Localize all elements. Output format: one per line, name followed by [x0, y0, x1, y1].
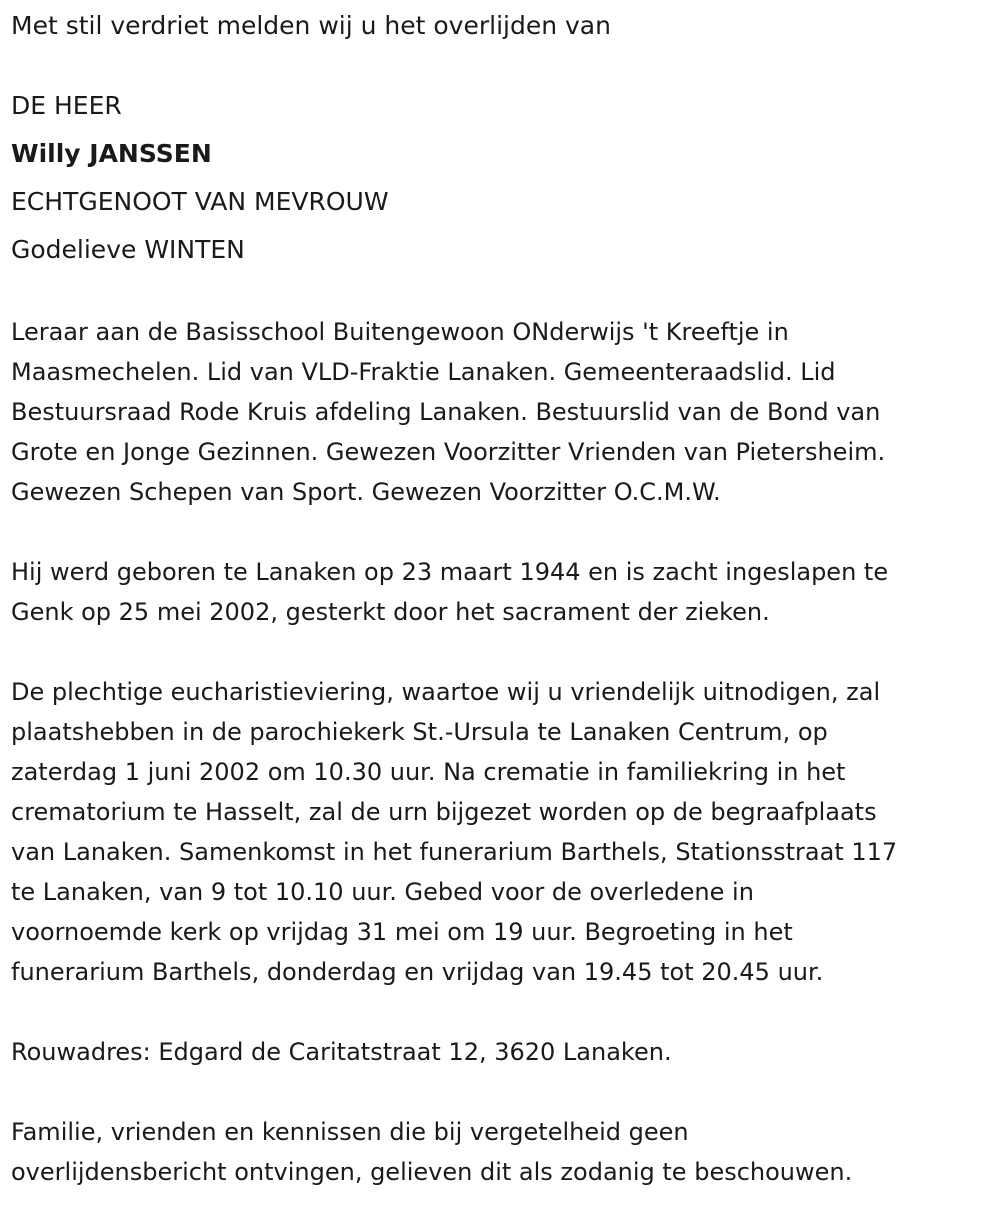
closing-line: Familie, vrienden en kennissen die bij vergetelheid geen — [11, 1118, 689, 1146]
career-line: Bestuursraad Rode Kruis afdeling Lanaken. Bestuurslid van de Bond van — [11, 398, 881, 426]
birth-death-line: Genk op 25 mei 2002, gesterkt door het sacrament der zieken. — [11, 598, 770, 626]
birth-death-line: Hij werd geboren te Lanaken op 23 maart 1944 en is zacht ingeslapen te — [11, 558, 889, 586]
closing-paragraph — [11, 1112, 989, 1192]
ceremony-line: van Lanaken. Samenkomst in het funerarium Barthels, Stationsstraat 117 — [11, 838, 898, 866]
closing-line: overlijdensbericht ontvingen, gelieven dit als zodanig te beschouwen. — [11, 1158, 853, 1186]
title-line: DE HEER — [11, 91, 122, 120]
ceremony-line: De plechtige eucharistieviering, waartoe wij u vriendelijk uitnodigen, zal — [11, 678, 881, 706]
ceremony-paragraph — [11, 672, 989, 992]
mourning-address: Rouwadres: Edgard de Caritatstraat 12, 3620 Lanaken. — [11, 1038, 672, 1066]
ceremony-line: plaatshebben in de parochiekerk St.-Ursula te Lanaken Centrum, op — [11, 718, 828, 746]
obituary-notice — [11, 6, 989, 1192]
ceremony-line: crematorium te Hasselt, zal de urn bijgezet worden op de begraafplaats — [11, 798, 877, 826]
ceremony-line: zaterdag 1 juni 2002 om 10.30 uur. Na crematie in familiekring in het — [11, 758, 846, 786]
career-line: Gewezen Schepen van Sport. Gewezen Voorzitter O.C.M.W. — [11, 478, 721, 506]
spouse-name: Godelieve WINTEN — [11, 235, 245, 264]
relation-line: ECHTGENOOT VAN MEVROUW — [11, 187, 389, 216]
deceased-name: Willy JANSSEN — [11, 139, 212, 168]
intro-text: Met stil verdriet melden wij u het overlijden van — [11, 11, 611, 40]
address-paragraph — [11, 1032, 989, 1072]
career-line: Grote en Jonge Gezinnen. Gewezen Voorzitter Vrienden van Pietersheim. — [11, 438, 886, 466]
ceremony-line: te Lanaken, van 9 tot 10.10 uur. Gebed voor de overledene in — [11, 878, 754, 906]
career-line: Leraar aan de Basisschool Buitengewoon ONderwijs 't Kreeftje in — [11, 318, 789, 346]
career-paragraph — [11, 312, 989, 512]
career-line: Maasmechelen. Lid van VLD-Fraktie Lanaken. Gemeenteraadslid. Lid — [11, 358, 836, 386]
ceremony-line: voornoemde kerk op vrijdag 31 mei om 19 uur. Begroeting in het — [11, 918, 793, 946]
birth-death-paragraph — [11, 552, 989, 632]
ceremony-line: funerarium Barthels, donderdag en vrijdag van 19.45 tot 20.45 uur. — [11, 958, 824, 986]
